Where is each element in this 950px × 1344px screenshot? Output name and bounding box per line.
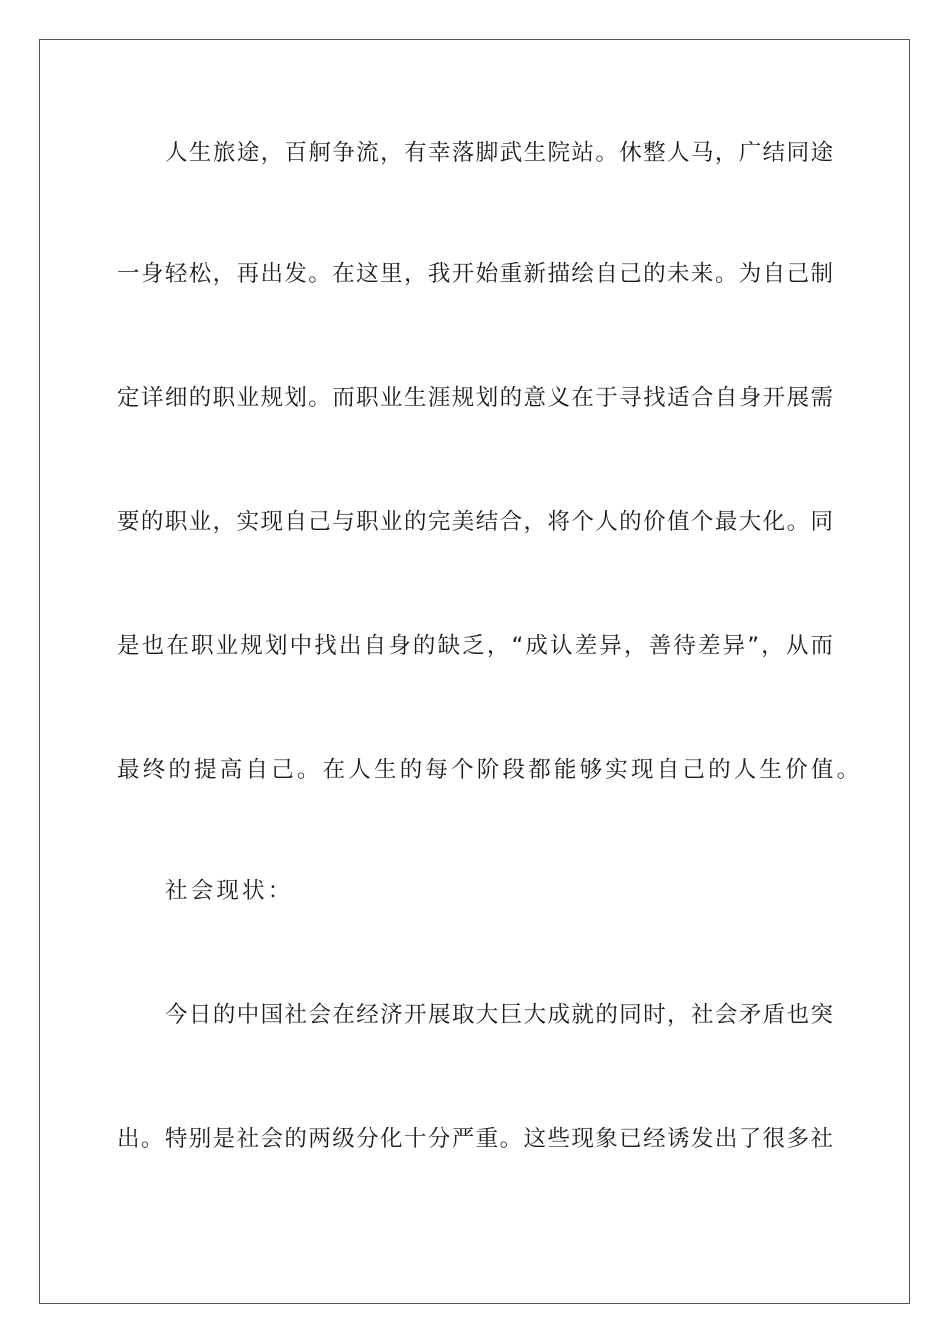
paragraph-line-5: 是也在职业规划中找出自身的缺乏，“成认差异，善待差异”，从而 bbox=[117, 633, 833, 659]
paragraph-line-7: 今日的中国社会在经济开展取大巨大成就的同时，社会矛盾也突 bbox=[165, 1002, 833, 1028]
page-border bbox=[39, 39, 910, 1304]
paragraph-line-1: 人生旅途，百舸争流，有幸落脚武生院站。休整人马，广结同途 bbox=[165, 140, 833, 166]
section-heading-social-status: 社会现状： bbox=[165, 878, 294, 904]
paragraph-line-8: 出。特别是社会的两级分化十分严重。这些现象已经诱发出了很多社 bbox=[117, 1126, 833, 1152]
paragraph-line-2: 一身轻松，再出发。在这里，我开始重新描绘自己的未来。为自己制 bbox=[117, 261, 833, 287]
paragraph-line-3: 定详细的职业规划。而职业生涯规划的意义在于寻找适合自身开展需 bbox=[117, 385, 833, 411]
paragraph-line-6: 最终的提高自己。在人生的每个阶段都能够实现自己的人生价值。 bbox=[117, 757, 863, 783]
paragraph-line-4: 要的职业，实现自己与职业的完美结合，将个人的价值个最大化。同 bbox=[117, 509, 833, 535]
